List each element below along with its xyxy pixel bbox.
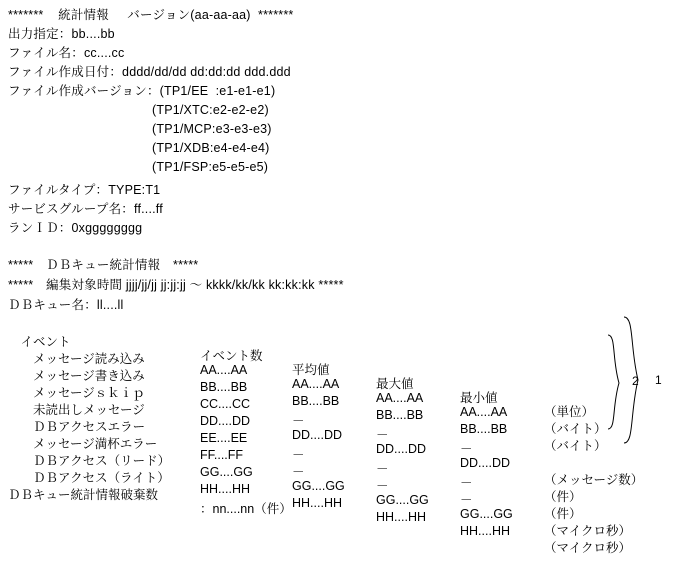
- row-max: －: [376, 428, 389, 442]
- row-unit: （バイト）: [544, 422, 607, 436]
- row-count: CC....CC: [200, 397, 250, 411]
- row-count: DD....DD: [200, 414, 250, 428]
- row-avg: DD....DD: [292, 428, 342, 442]
- col-header-max: 最大値: [376, 377, 414, 391]
- row-label: ＤＢアクセス（ライト）: [8, 471, 170, 485]
- row-min: AA....AA: [460, 405, 508, 419]
- row-min: －: [460, 442, 473, 456]
- row-label: メッセージ満杯エラー: [8, 437, 158, 451]
- row-unit: （メッセージ数）: [544, 473, 644, 487]
- col-header-min: 最小値: [460, 391, 498, 405]
- row-max: HH....HH: [376, 510, 426, 524]
- row-min: GG....GG: [460, 507, 513, 521]
- report-title: ******* 統計情報 バージョン(aa-aa-aa) *******: [8, 8, 294, 22]
- row-label: メッセージ読み込み: [8, 352, 145, 366]
- file-created-version-line: ファイル作成バージョン：(TP1/EE :e1-e1-e1): [8, 84, 276, 98]
- row-max: －: [376, 462, 389, 476]
- row-count: BB....BB: [200, 380, 248, 394]
- file-type-line: ファイルタイプ：TYPE:T1: [8, 183, 161, 197]
- row-min: DD....DD: [460, 456, 510, 470]
- service-group-name-line: サービスグループ名：ff....ff: [8, 202, 163, 216]
- row-avg: －: [292, 465, 305, 479]
- row-min: －: [460, 476, 473, 490]
- row-unit: （マイクロ秒）: [544, 541, 632, 555]
- row-count: GG....GG: [200, 465, 253, 479]
- section-title: ***** ＤＢキュー統計情報 *****: [8, 258, 199, 272]
- run-id-line: ランＩＤ：0xgggggggg: [8, 221, 143, 235]
- row-unit: （バイト）: [544, 439, 607, 453]
- row-unit: （件）: [544, 490, 582, 504]
- row-avg: －: [292, 448, 305, 462]
- row-max: BB....BB: [376, 408, 424, 422]
- queue-name-line: ＤＢキュー名：ll....ll: [8, 298, 124, 312]
- statistics-table: [8, 318, 648, 555]
- section-subtitle: ***** 編集対象時間 jjjj/jj/jj jj:jj:jj ～ kkkk/kk/kk kk:kk:kk *****: [8, 278, 344, 292]
- row-avg: AA....AA: [292, 377, 340, 391]
- col-header-avg: 平均値: [292, 363, 330, 377]
- col-header-item: イベント: [8, 335, 71, 349]
- row-max: DD....DD: [376, 442, 426, 456]
- row-label: メッセージｓｋｉｐ: [8, 386, 145, 400]
- brace-outer-label: 1: [655, 373, 662, 387]
- row-unit: （マイクロ秒）: [544, 524, 632, 538]
- row-max: AA....AA: [376, 391, 424, 405]
- version-line-mcp: (TP1/MCP:e3-e3-e3): [152, 122, 272, 136]
- file-name-line: ファイル名：cc....cc: [8, 46, 125, 60]
- row-label: メッセージ書き込み: [8, 369, 145, 383]
- col-header-unit: （単位）: [544, 405, 595, 419]
- row-label: ＤＢアクセスエラー: [8, 420, 146, 434]
- discard-count-value: ：nn....nn（件）: [200, 502, 292, 516]
- col-header-count: イベント数: [200, 349, 263, 363]
- row-min: BB....BB: [460, 422, 508, 436]
- output-spec-line: 出力指定：bb....bb: [8, 27, 115, 41]
- version-line-xtc: (TP1/XTC:e2-e2-e2): [152, 103, 269, 117]
- discard-count-label: ＤＢキュー統計情報破棄数: [8, 488, 159, 502]
- row-min: －: [460, 493, 473, 507]
- row-avg: －: [292, 414, 305, 428]
- row-avg: GG....GG: [292, 479, 345, 493]
- row-label: 未読出しメッセージ: [8, 403, 145, 417]
- row-count: EE....EE: [200, 431, 248, 445]
- version-line-fsp: (TP1/FSP:e5-e5-e5): [152, 160, 269, 174]
- row-max: －: [376, 479, 389, 493]
- version-line-xdb: (TP1/XDB:e4-e4-e4): [152, 141, 270, 155]
- row-avg: BB....BB: [292, 394, 340, 408]
- row-unit: （件）: [544, 507, 582, 521]
- row-max: GG....GG: [376, 493, 429, 507]
- row-count: FF....FF: [200, 448, 244, 462]
- row-avg: HH....HH: [292, 496, 342, 510]
- row-label: ＤＢアクセス（リード）: [8, 454, 171, 468]
- row-count: AA....AA: [200, 363, 248, 377]
- brace-inner-label: 2: [632, 374, 639, 388]
- row-count: HH....HH: [200, 482, 250, 496]
- file-created-date-line: ファイル作成日付：dddd/dd/dd dd:dd:dd ddd.ddd: [8, 65, 291, 79]
- row-min: HH....HH: [460, 524, 510, 538]
